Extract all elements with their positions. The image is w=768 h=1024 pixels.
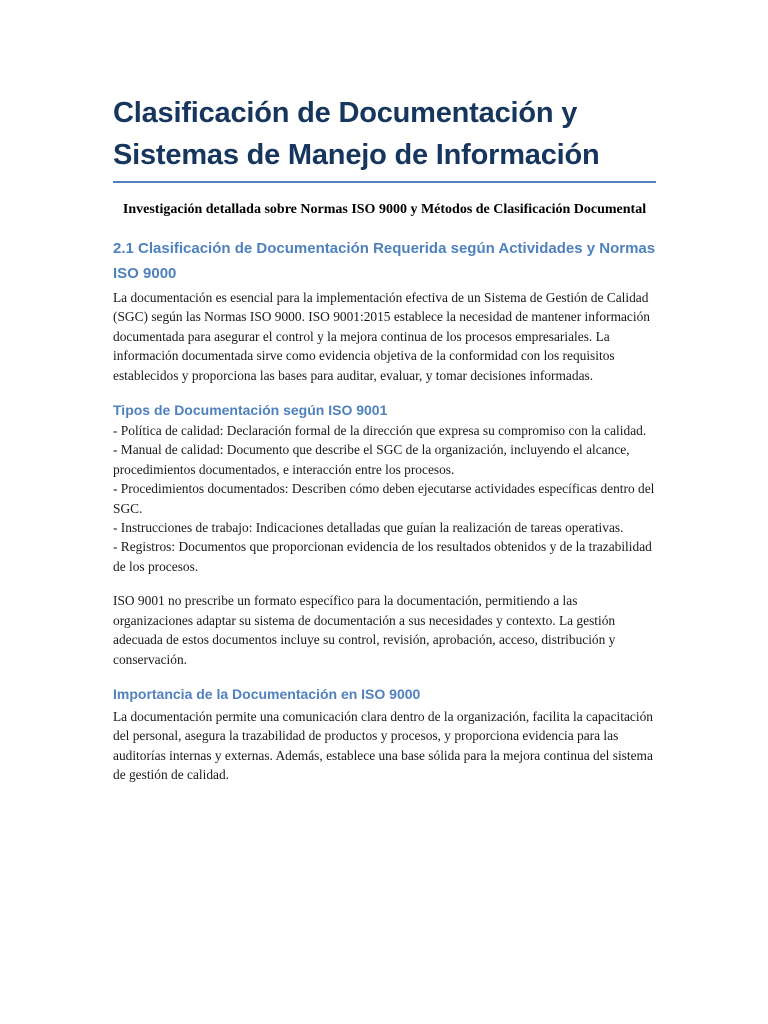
list-item: - Manual de calidad: Documento que describe el SGC de la organización, incluyendo el alcance, procedimientos documentados, e interacción entre los procesos. xyxy=(113,442,630,477)
documentation-types-list xyxy=(113,421,656,576)
section-heading-2-1: 2.1 Clasificación de Documentación Requerida según Actividades y Normas ISO 9000 xyxy=(113,240,656,282)
importance-paragraph: La documentación permite una comunicación clara dentro de la organización, facilita la capacitación del personal, asegura la trazabilidad de productos y procesos, y proporciona evidencia para las auditorías internas y externas. Además, establece una base sólida para la mejora continua del sistema de gestión de calidad. xyxy=(113,708,653,783)
list-item: - Registros: Documentos que proporcionan evidencia de los resultados obtenidos y de la trazabilidad de los procesos. xyxy=(113,539,652,574)
list-item: - Procedimientos documentados: Describen cómo deben ejecutarse actividades específicas dentro del SGC. xyxy=(113,481,655,516)
list-item: - Instrucciones de trabajo: Indicaciones detalladas que guían la realización de tareas operativas. xyxy=(113,520,624,536)
document-subtitle: Investigación detallada sobre Normas ISO 9000 y Métodos de Clasificación Documental xyxy=(122,202,647,217)
section-intro-paragraph: La documentación es esencial para la implementación efectiva de un Sistema de Gestión de Calidad (SGC) según las Normas ISO 9000. ISO 9001:2015 establece la necesidad de mantener información documentada para asegurar el control y la mejora continua de los procesos empresariales. La información documentada sirve como evidencia objetiva de la conformidad con los requisitos establecidos y proporciona las bases para auditar, evaluar, y tomar decisiones informadas. xyxy=(113,290,650,383)
types-note-paragraph: ISO 9001 no prescribe un formato específico para la documentación, permitiendo a las organizaciones adaptar su sistema de documentación a sus necesidades y contexto. La gestión adecuada de estos documentos incluye su control, revisión, aprobación, acceso, distribución y conservación. xyxy=(113,593,616,667)
list-item: - Política de calidad: Declaración formal de la dirección que expresa su compromiso con la calidad. xyxy=(113,423,647,439)
page-title: Clasificación de Documentación y Sistemas de Manejo de Información xyxy=(113,92,656,183)
importance-heading: Importancia de la Documentación en ISO 9000 xyxy=(113,685,421,702)
types-heading: Tipos de Documentación según ISO 9001 xyxy=(113,402,388,419)
